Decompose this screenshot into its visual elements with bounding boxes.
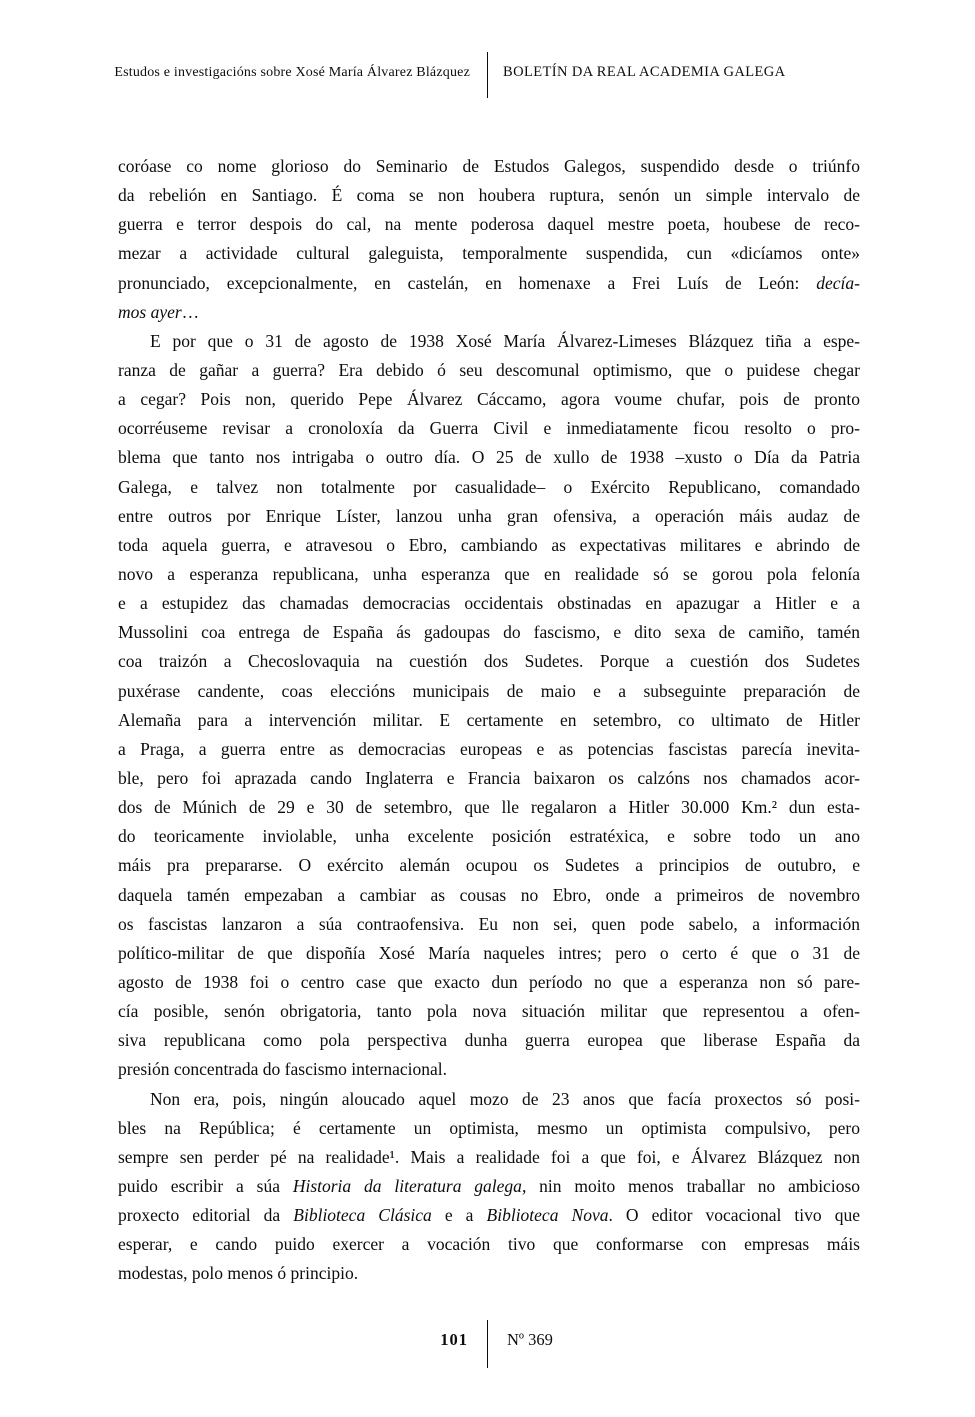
footer-page-number: 101 — [440, 1330, 468, 1349]
running-header-right: BOLETÍN DA REAL ACADEMIA GALEGA — [503, 64, 786, 80]
running-header-left: Estudos e investigacións sobre Xosé María Álvarez Blázquez — [114, 65, 470, 80]
text-line: coa traizón a Checoslovaquia na cuestión dos Sudetes. Porque a cuestión dos Sudetes — [118, 651, 860, 672]
text-line: toda aquela guerra, e atravesou o Ebro, cambiando as expectativas militares e abrindo de — [118, 534, 860, 555]
text-line: Non era, pois, ningún aloucado aquel mozo de 23 anos que facía proxectos só posi- — [150, 1088, 860, 1109]
text-line: puxérase candente, coas eleccións municipais de maio e a subseguinte preparación de — [118, 680, 860, 701]
text-line: cía posible, senón obrigatoria, tanto pola nova situación militar que representou a ofen- — [118, 1001, 860, 1022]
text-line: do teoricamente inviolable, unha excelente posición estratéxica, e sobre todo un ano — [118, 826, 860, 847]
text-line: e a estupidez das chamadas democracias occidentais obstinadas en apazugar a Hitler e a — [118, 593, 860, 614]
text-line: novo a esperanza republicana, unha esperanza que en realidade só se gorou pola felonía — [118, 563, 860, 584]
text-line: modestas, polo menos ó principio. — [118, 1263, 359, 1284]
text-line: agosto de 1938 foi o centro case que exacto dun período no que a esperanza non só pare- — [118, 971, 860, 992]
header-divider — [487, 52, 488, 98]
text-line: dos de Múnich de 29 e 30 de setembro, que lle regalaron a Hitler 30.000 Km.² dun esta- — [118, 797, 860, 818]
text-line: proxecto editorial da Biblioteca Clásica e a Biblioteca Nova. O editor vocacional tivo que — [118, 1205, 860, 1226]
text-line: puido escribir a súa Historia da literatura galega, nin moito menos traballar no ambicioso — [118, 1175, 860, 1196]
text-line: E por que o 31 de agosto de 1938 Xosé María Álvarez-Limeses Blázquez tiña a espe- — [150, 330, 860, 351]
text-line: Galega, e talvez non totalmente por casualidade– o Exército Republicano, comandado — [118, 476, 860, 497]
text-line: da rebelión en Santiago. É coma se non houbera ruptura, senón un simple intervalo de — [118, 185, 860, 206]
text-line: coróase co nome glorioso do Seminario de Estudos Galegos, suspendido desde o triúnfo — [118, 156, 860, 176]
text-line: esperar, e cando puido exercer a vocación tivo que conformarse con empresas máis — [118, 1234, 860, 1255]
text-line: a cegar? Pois non, querido Pepe Álvarez Cáccamo, agora voume chufar, pois de pronto — [118, 389, 860, 410]
text-line: político-militar de que dispoñía Xosé María naqueles intres; pero o certo é que o 31 de — [118, 942, 860, 963]
text-line: sempre sen perder pé na realidade¹. Mais a realidade foi a que foi, e Álvarez Blázquez non — [118, 1146, 860, 1167]
text-line: os fascistas lanzaron a súa contraofensiva. Eu non sei, quen pode sabelo, a información — [118, 913, 860, 934]
text-line: máis pra prepararse. O exército alemán ocupou os Sudetes a principios de outubro, e — [118, 855, 860, 876]
text-line: Mussolini coa entrega de España ás gadoupas do fascismo, e dito sexa de camiño, tamén — [118, 622, 860, 643]
text-line: ble, pero foi aprazada cando Inglaterra e Francia baixaron os calzóns nos chamados acor- — [118, 767, 860, 788]
paragraph — [118, 152, 860, 327]
text-line: presión concentrada do fascismo internacional. — [118, 1059, 447, 1080]
text-line: Alemaña para a intervención militar. E certamente en setembro, co ultimato de Hitler — [118, 709, 860, 730]
text-line: pronunciado, excepcionalmente, en castelán, en homenaxe a Frei Luís de León: decía- — [118, 272, 860, 293]
text-line: mezar a actividade cultural galeguista, temporalmente suspendida, cun «dicíamos onte» — [118, 243, 860, 264]
text-line: ocorréuseme revisar a cronoloxía da Guerra Civil e inmediatamente ficou resolto o pro- — [118, 418, 860, 439]
body-text — [118, 152, 860, 1288]
text-line: mos ayer… — [118, 301, 200, 322]
text-line: guerra e terror despois do cal, na mente poderosa daquel mestre poeta, houbese de reco- — [118, 214, 860, 235]
paragraph — [118, 1085, 860, 1289]
footer-divider — [487, 1320, 488, 1368]
text-line: ranza de gañar a guerra? Era debido ó seu descomunal optimismo, que o puidese chegar — [118, 359, 860, 380]
text-line: a Praga, a guerra entre as democracias europeas e as potencias fascistas parecía inevita- — [118, 738, 860, 759]
paragraph — [118, 327, 860, 1085]
text-line: daquela tamén empezaban a cambiar as cousas no Ebro, onde a primeiros de novembro — [118, 884, 860, 905]
text-line: entre outros por Enrique Líster, lanzou unha gran ofensiva, a operación máis audaz de — [118, 505, 860, 526]
text-line: bles na República; é certamente un optimista, mesmo un optimista compulsivo, pero — [118, 1117, 860, 1138]
footer-issue-number: Nº 369 — [507, 1330, 553, 1349]
text-line: siva republicana como pola perspectiva dunha guerra europea que liberase España da — [118, 1030, 860, 1051]
text-line: blema que tanto nos intrigaba o outro día. O 25 de xullo de 1938 –xusto o Día da Patria — [118, 447, 860, 468]
